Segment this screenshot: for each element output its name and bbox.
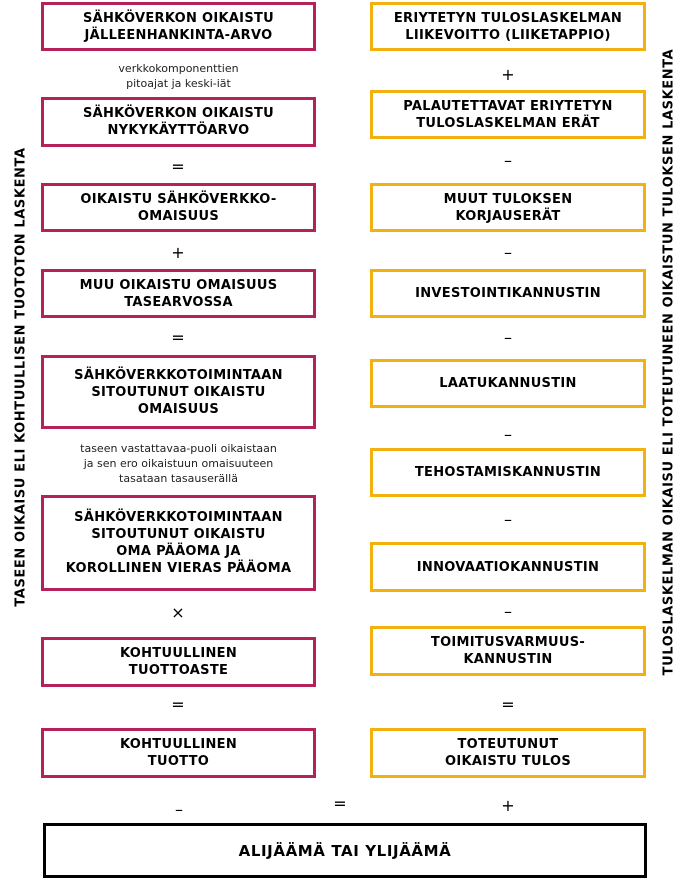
bottom-operator-equals: = [333, 794, 347, 813]
left-box-replacement-value: SÄHKÖVERKON OIKAISTU JÄLLEENHANKINTA-ARVO [41, 2, 316, 51]
bottom-operator-minus: – [175, 800, 183, 819]
left-axis-label: TASEEN OIKAISU ELI KOHTUULLISEN TUOTOTON LASKENTA [13, 147, 29, 607]
left-operator-equals-2: = [171, 328, 185, 347]
right-operator-equals: = [501, 695, 515, 714]
right-box-quality-incentive: LAATUKANNUSTIN [370, 359, 646, 408]
left-operator-equals-1: = [171, 157, 185, 176]
bottom-operator-plus: + [501, 796, 515, 815]
right-box-operating-profit: ERIYTETYN TULOSLASKELMAN LIIKEVOITTO (LIIKETAPPIO) [370, 2, 646, 51]
left-box-reasonable-rate: KOHTUULLINEN TUOTTOASTE [41, 637, 316, 687]
right-box-investment-incentive: INVESTOINTIKANNUSTIN [370, 269, 646, 318]
right-operator-minus-2: – [504, 243, 512, 262]
left-box-equity-and-debt: SÄHKÖVERKKOTOIMINTAAN SITOUTUNUT OIKAISTU OMA PÄÄOMA JA KOROLLINEN VIERAS PÄÄOMA [41, 495, 316, 591]
right-operator-minus-4: – [504, 425, 512, 444]
right-box-realized-result: TOTEUTUNUT OIKAISTU TULOS [370, 728, 646, 778]
result-box-deficit-or-surplus: ALIJÄÄMÄ TAI YLIJÄÄMÄ [43, 823, 647, 878]
left-note-balancing: taseen vastattavaa-puoli oikaistaan ja sen ero oikaistuun omaisuuteen tasataan tasauserällä [80, 442, 277, 485]
left-box-reasonable-return: KOHTUULLINEN TUOTTO [41, 728, 316, 778]
left-box-other-assets: MUU OIKAISTU OMAISUUS TASEARVOSSA [41, 269, 316, 318]
right-operator-minus-6: – [504, 602, 512, 621]
left-box-network-assets: OIKAISTU SÄHKÖVERKKO- OMAISUUS [41, 183, 316, 232]
right-box-supply-security-incentive: TOIMITUSVARMUUS- KANNUSTIN [370, 626, 646, 676]
right-box-other-corrections: MUUT TULOKSEN KORJAUSERÄT [370, 183, 646, 232]
right-operator-minus-3: – [504, 328, 512, 347]
right-box-innovation-incentive: INNOVAATIOKANNUSTIN [370, 542, 646, 592]
left-box-current-use-value: SÄHKÖVERKON OIKAISTU NYKYKÄYTTÖARVO [41, 97, 316, 147]
left-operator-equals-3: = [171, 695, 185, 714]
left-operator-multiply: × [171, 603, 185, 622]
right-operator-minus-5: – [504, 510, 512, 529]
left-operator-plus: + [171, 243, 185, 262]
right-box-efficiency-incentive: TEHOSTAMISKANNUSTIN [370, 448, 646, 497]
right-axis-label: TULOSLASKELMAN OIKAISU ELI TOTEUTUNEEN OIKAISTUN TULOKSEN LASKENTA [661, 48, 677, 676]
left-note-component-ages: verkkokomponenttien pitoajat ja keski-iät [118, 62, 239, 90]
right-operator-plus: + [501, 65, 515, 84]
left-box-committed-assets: SÄHKÖVERKKOTOIMINTAAN SITOUTUNUT OIKAISTU OMAISUUS [41, 355, 316, 429]
right-operator-minus-1: – [504, 151, 512, 170]
right-box-returnable-items: PALAUTETTAVAT ERIYTETYN TULOSLASKELMAN ERÄT [370, 90, 646, 139]
